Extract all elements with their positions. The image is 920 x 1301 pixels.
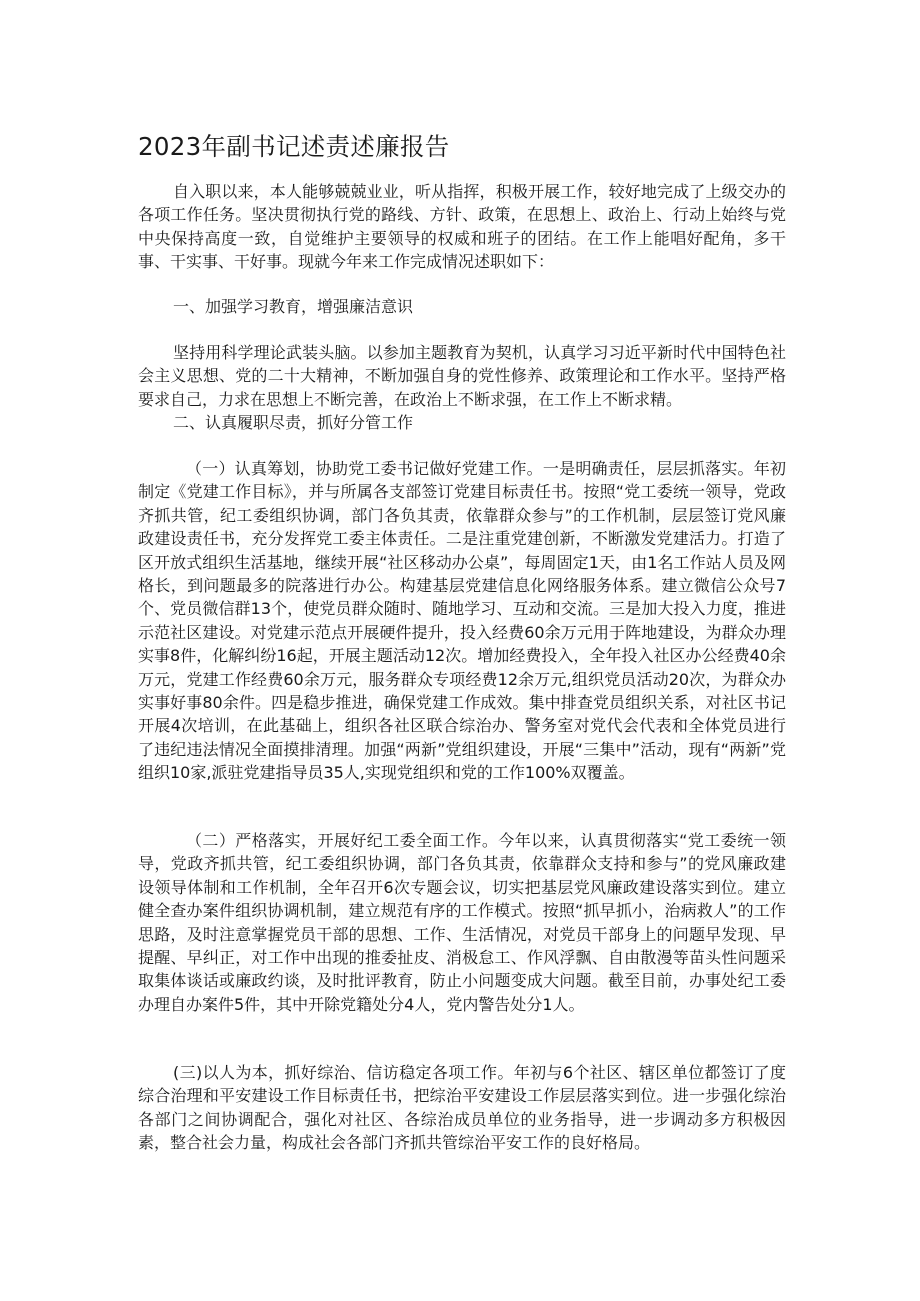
document-title: 2023年副书记述责述廉报告 [138,132,450,161]
intro-paragraph: 自入职以来，本人能够兢兢业业，听从指挥，积极开展工作，较好地完成了上级交办的各项工作任务。坚决贯彻执行党的路线、方针、政策，在思想上、政治上、行动上始终与党中央保持高度一致，自觉维护主要领导的权威和班子的团结。在工作上能唱好配角，多干事、干实事、干好事。现就今年来工作完成情况述职如下： [138,182,786,272]
section-2-sub-3-paragraph: (三)以人为本，抓好综治、信访稳定各项工作。年初与6个社区、辖区单位都签订了度综合治理和平安建设工作目标责任书，把综治平安建设工作层层落实到位。进一步强化综治各部门之间协调配合，强化对社区、各综治成员单位的业务指导，进一步调动多方积极因素，整合社会力量，构成社会各部门齐抓共管综治平安工作的良好格局。 [138,1063,786,1153]
section-1-paragraph: 坚持用科学理论武装头脑。以参加主题教育为契机，认真学习习近平新时代中国特色社会主义思想、党的二十大精神，不断加强自身的党性修养、政策理论和工作水平。坚持严格要求自己，力求在思想上不断完善，在政治上不断求强，在工作上不断求精。 [138,343,786,409]
section-2-heading: 二、认真履职尽责，抓好分管工作 [173,413,414,432]
section-2-sub-1-paragraph: （一）认真筹划，协助党工委书记做好党建工作。一是明确责任，层层抓落实。年初制定《党建工作目标》，并与所属各支部签订党建目标责任书。按照“党工委统一领导，党政齐抓共管，纪工委组织协调，部门各负其责，依靠群众参与”的工作机制，层层签订党风廉政建设责任书，充分发挥党工委主体责任。二是注重党建创新，不断激发党建活力。打造了区开放式组织生活基地，继续开展“社区移动办公桌”，每周固定1天，由1名工作站人员及网格长，到问题最多的院落进行办公。构建基层党建信息化网络服务体系。建立微信公众号7个、党员微信群13个，使党员群众随时、随地学习、互动和交流。三是加大投入力度，推进示范社区建设。对党建示范点开展硬件提升，投入经费60余万元用于阵地建设，为群众办理实事8件，化解纠纷16起，开展主题活动12次。增加经费投入，全年投入社区办公经费40余万元，党建工作经费60余万元，服务群众专项经费12余万元,组织党员活动20次，为群众办实事好事80余件。四是稳步推进，确保党建工作成效。集中排查党员组织关系，对社区书记开展4次培训，在此基础上，组织各社区联合综治办、警务室对党代会代表和全体党员进行了违纪违法情况全面摸排清理。加强“两新”党组织建设，开展“三集中”活动，现有“两新”党组织10家,派驻党建指导员35人,实现党组织和党的工作100%双覆盖。 [138,459,786,783]
section-1-heading: 一、加强学习教育，增强廉洁意识 [173,297,414,316]
section-2-sub-2-paragraph: （二）严格落实，开展好纪工委全面工作。今年以来，认真贯彻落实“党工委统一领导，党政齐抓共管，纪工委组织协调，部门各负其责，依靠群众支持和参与”的党风廉政建设领导体制和工作机制，全年召开6次专题会议，切实把基层党风廉政建设落实到位。建立健全查办案件组织协调机制，建立规范有序的工作模式。按照“抓早抓小，治病救人”的工作思路，及时注意掌握党员干部的思想、工作、生活情况，对党员干部身上的问题早发现、早提醒、早纠正，对工作中出现的推委扯皮、消极怠工、作风浮飘、自由散漫等苗头性问题采取集体谈话或廉政约谈，及时批评教育，防止小问题变成大问题。截至目前，办事处纪工委办理自办案件5件，其中开除党籍处分4人，党内警告处分1人。 [138,831,786,1014]
